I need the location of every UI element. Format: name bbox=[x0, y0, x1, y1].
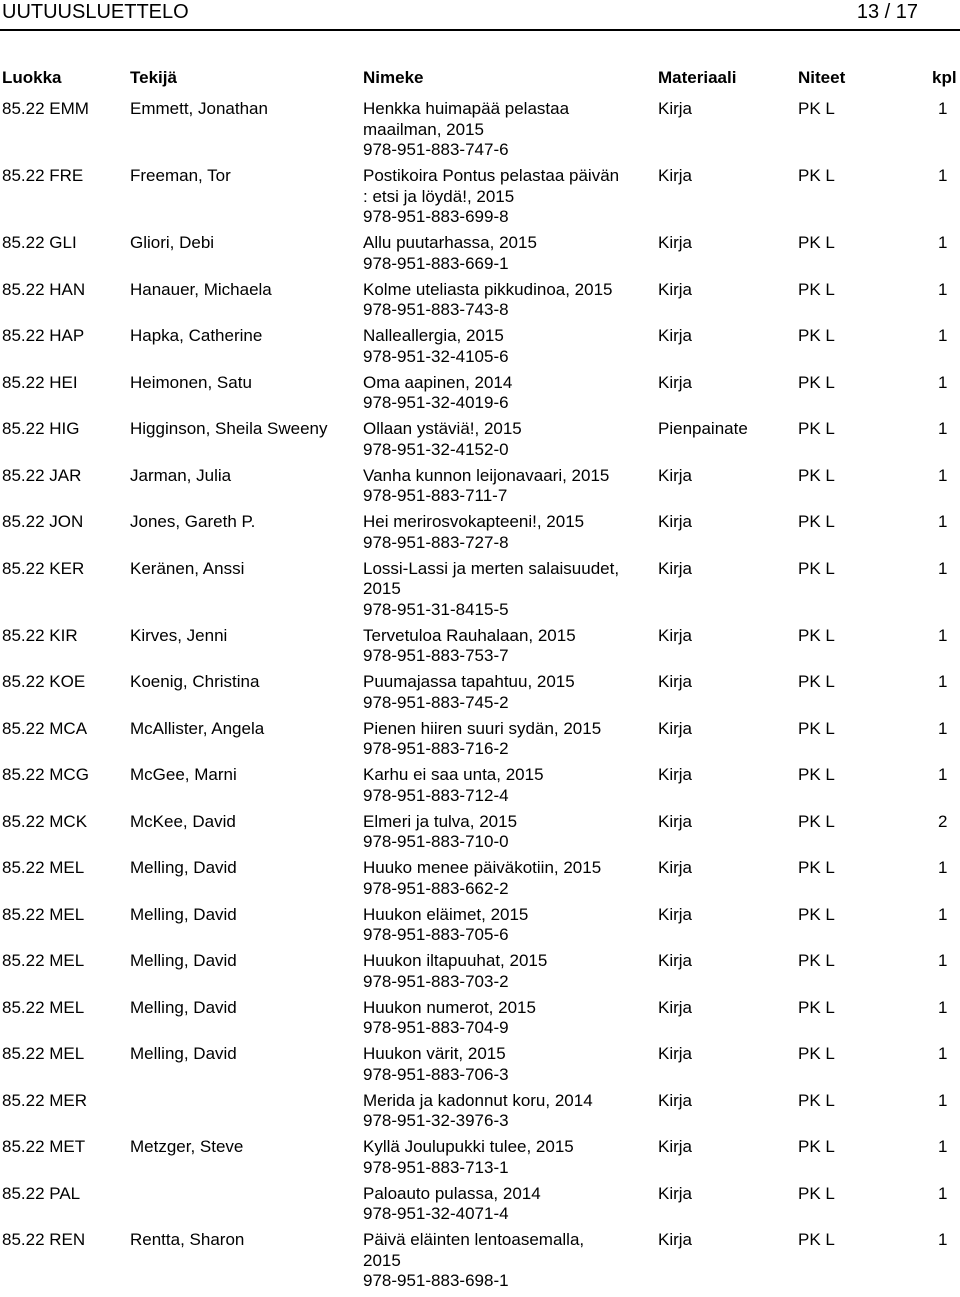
isbn: 978-951-883-745-2 bbox=[363, 692, 509, 712]
class-code: 85.22 KOE bbox=[2, 672, 86, 691]
isbn: 978-951-883-706-3 bbox=[363, 1064, 509, 1084]
copy-count: 1 bbox=[938, 326, 948, 345]
table-row bbox=[0, 765, 960, 812]
title-block bbox=[363, 672, 653, 713]
copy-count: 1 bbox=[938, 1183, 948, 1203]
class-code: 85.22 HIG bbox=[2, 419, 80, 438]
holdings: PK L bbox=[798, 904, 835, 924]
material: Kirja bbox=[658, 279, 693, 299]
isbn: 978-951-883-703-2 bbox=[363, 971, 509, 991]
holdings: PK L bbox=[798, 718, 835, 738]
material: Kirja bbox=[658, 625, 693, 645]
title-line: Elmeri ja tulva, 2015 bbox=[363, 811, 518, 831]
author: Hapka, Catherine bbox=[130, 326, 263, 345]
title-line: Paloauto pulassa, 2014 bbox=[363, 1183, 541, 1203]
header-divider bbox=[0, 29, 960, 31]
title-line: Lossi-Lassi ja merten salaisuudet, bbox=[363, 558, 620, 578]
isbn: 978-951-883-712-4 bbox=[363, 785, 509, 805]
holdings: PK L bbox=[798, 233, 835, 252]
title-block bbox=[363, 99, 653, 161]
holdings: PK L bbox=[798, 811, 835, 831]
copy-count: 1 bbox=[938, 1044, 948, 1063]
table-row bbox=[0, 858, 960, 905]
column-header-luokka: Luokka bbox=[2, 68, 62, 87]
isbn: 978-951-883-704-9 bbox=[363, 1018, 509, 1037]
table-row bbox=[0, 1091, 960, 1138]
title-line: 2015 bbox=[363, 579, 401, 598]
table-row bbox=[0, 951, 960, 998]
copy-count: 1 bbox=[938, 997, 948, 1017]
title-block bbox=[363, 280, 653, 321]
author: Gliori, Debi bbox=[130, 233, 215, 252]
material: Kirja bbox=[658, 718, 693, 738]
copy-count: 1 bbox=[938, 419, 948, 438]
material: Kirja bbox=[658, 1137, 693, 1156]
class-code: 85.22 PAL bbox=[2, 1183, 81, 1203]
holdings: PK L bbox=[798, 951, 835, 970]
title-block bbox=[363, 466, 653, 507]
table-row bbox=[0, 419, 960, 466]
title-block bbox=[363, 233, 653, 274]
holdings: PK L bbox=[798, 1230, 835, 1249]
isbn: 978-951-883-711-7 bbox=[363, 486, 508, 505]
author: McGee, Marni bbox=[130, 765, 237, 784]
title-block bbox=[363, 559, 653, 621]
holdings: PK L bbox=[798, 625, 835, 645]
author: Hanauer, Michaela bbox=[130, 279, 272, 299]
class-code: 85.22 MEL bbox=[2, 904, 85, 924]
class-code: 85.22 MET bbox=[2, 1137, 86, 1156]
holdings: PK L bbox=[798, 512, 835, 531]
author: Kirves, Jenni bbox=[130, 625, 228, 645]
holdings: PK L bbox=[798, 558, 835, 578]
class-code: 85.22 KIR bbox=[2, 625, 78, 645]
material: Kirja bbox=[658, 372, 693, 392]
isbn: 978-951-883-705-6 bbox=[363, 925, 509, 944]
material: Kirja bbox=[658, 558, 693, 578]
title-line: Tervetuloa Rauhalaan, 2015 bbox=[363, 625, 576, 645]
page-title: UUTUUSLUETTELO bbox=[2, 1, 189, 23]
title-line: Oma aapinen, 2014 bbox=[363, 372, 513, 392]
table-row bbox=[0, 233, 960, 280]
table-row bbox=[0, 1137, 960, 1184]
material: Kirja bbox=[658, 951, 693, 970]
class-code: 85.22 REN bbox=[2, 1230, 86, 1249]
table-row bbox=[0, 1184, 960, 1231]
column-header-niteet: Niteet bbox=[798, 68, 846, 87]
title-block bbox=[363, 373, 653, 414]
holdings: PK L bbox=[798, 465, 835, 485]
isbn: 978-951-883-747-6 bbox=[363, 140, 509, 159]
title-block bbox=[363, 1184, 653, 1225]
holdings: PK L bbox=[798, 1183, 835, 1203]
title-block bbox=[363, 1091, 653, 1132]
material: Kirja bbox=[658, 1230, 693, 1249]
title-block bbox=[363, 951, 653, 992]
class-code: 85.22 FRE bbox=[2, 166, 84, 185]
title-block bbox=[363, 998, 653, 1039]
class-code: 85.22 KER bbox=[2, 558, 85, 578]
class-code: 85.22 MER bbox=[2, 1090, 88, 1110]
title-line: Hei merirosvokapteeni!, 2015 bbox=[363, 512, 585, 531]
title-line: : etsi ja löydä!, 2015 bbox=[363, 186, 515, 206]
title-line: Vanha kunnon leijonavaari, 2015 bbox=[363, 465, 610, 485]
isbn: 978-951-31-8415-5 bbox=[363, 599, 509, 619]
class-code: 85.22 MEL bbox=[2, 1044, 85, 1063]
title-line: maailman, 2015 bbox=[363, 119, 484, 139]
class-code: 85.22 HAN bbox=[2, 279, 86, 299]
class-code: 85.22 JAR bbox=[2, 465, 82, 485]
author: Melling, David bbox=[130, 904, 237, 924]
copy-count: 1 bbox=[938, 166, 948, 185]
title-line: Huukon iltapuuhat, 2015 bbox=[363, 951, 548, 970]
holdings: PK L bbox=[798, 1090, 835, 1110]
isbn: 978-951-32-4019-6 bbox=[363, 393, 509, 412]
table-row bbox=[0, 280, 960, 327]
title-line: Karhu ei saa unta, 2015 bbox=[363, 765, 544, 784]
title-block bbox=[363, 765, 653, 806]
author: Metzger, Steve bbox=[130, 1137, 244, 1156]
title-line: Nalleallergia, 2015 bbox=[363, 326, 504, 345]
author: Melling, David bbox=[130, 997, 237, 1017]
holdings: PK L bbox=[798, 672, 835, 691]
material: Kirja bbox=[658, 326, 693, 345]
author: Freeman, Tor bbox=[130, 166, 231, 185]
author: McAllister, Angela bbox=[130, 718, 265, 738]
table-row bbox=[0, 905, 960, 952]
table-row bbox=[0, 1230, 960, 1297]
title-line: Kolme uteliasta pikkudinoa, 2015 bbox=[363, 279, 613, 299]
copy-count: 1 bbox=[938, 372, 948, 392]
column-header-materiaali: Materiaali bbox=[658, 68, 737, 87]
table-row bbox=[0, 99, 960, 166]
copy-count: 1 bbox=[938, 512, 948, 531]
isbn: 978-951-883-716-2 bbox=[363, 739, 509, 758]
holdings: PK L bbox=[798, 997, 835, 1017]
copy-count: 1 bbox=[938, 672, 948, 691]
copy-count: 1 bbox=[938, 951, 948, 970]
holdings: PK L bbox=[798, 99, 835, 118]
class-code: 85.22 MEL bbox=[2, 997, 85, 1017]
title-line: Henkka huimapää pelastaa bbox=[363, 99, 570, 118]
title-block bbox=[363, 512, 653, 553]
isbn: 978-951-883-662-2 bbox=[363, 878, 509, 898]
copy-count: 1 bbox=[938, 1230, 948, 1249]
title-line: Päivä eläinten lentoasemalla, bbox=[363, 1230, 585, 1249]
copy-count: 1 bbox=[938, 858, 948, 877]
material: Kirja bbox=[658, 99, 693, 118]
author: Higginson, Sheila Sweeny bbox=[130, 419, 328, 438]
title-line: Huukon eläimet, 2015 bbox=[363, 904, 529, 924]
class-code: 85.22 HAP bbox=[2, 326, 85, 345]
material: Kirja bbox=[658, 858, 693, 877]
author: Rentta, Sharon bbox=[130, 1230, 245, 1249]
class-code: 85.22 EMM bbox=[2, 99, 89, 118]
title-line: Pienen hiiren suuri sydän, 2015 bbox=[363, 718, 602, 738]
title-line: Puumajassa tapahtuu, 2015 bbox=[363, 672, 575, 691]
class-code: 85.22 MEL bbox=[2, 858, 85, 877]
author: Melling, David bbox=[130, 951, 237, 970]
material: Kirja bbox=[658, 1090, 693, 1110]
title-block bbox=[363, 812, 653, 853]
class-code: 85.22 HEI bbox=[2, 372, 78, 392]
title-block bbox=[363, 905, 653, 946]
copy-count: 1 bbox=[938, 1137, 948, 1156]
author: Melling, David bbox=[130, 1044, 237, 1063]
title-line: Ollaan ystäviä!, 2015 bbox=[363, 419, 522, 438]
copy-count: 1 bbox=[938, 1090, 948, 1110]
isbn: 978-951-883-669-1 bbox=[363, 253, 509, 273]
title-line: Merida ja kadonnut koru, 2014 bbox=[363, 1090, 593, 1110]
isbn: 978-951-883-710-0 bbox=[363, 832, 509, 851]
title-line: Huukon numerot, 2015 bbox=[363, 997, 536, 1017]
holdings: PK L bbox=[798, 858, 835, 877]
copy-count: 1 bbox=[938, 99, 948, 118]
isbn: 978-951-32-4152-0 bbox=[363, 439, 509, 459]
material: Kirja bbox=[658, 997, 693, 1017]
table-row bbox=[0, 1044, 960, 1091]
title-block bbox=[363, 1044, 653, 1085]
title-line: Allu puutarhassa, 2015 bbox=[363, 233, 537, 252]
material: Kirja bbox=[658, 811, 693, 831]
holdings: PK L bbox=[798, 419, 835, 438]
holdings: PK L bbox=[798, 1137, 835, 1156]
class-code: 85.22 GLI bbox=[2, 233, 77, 252]
catalog-list bbox=[0, 99, 960, 1297]
isbn: 978-951-32-3976-3 bbox=[363, 1111, 509, 1130]
title-block bbox=[363, 1137, 653, 1178]
holdings: PK L bbox=[798, 166, 835, 185]
copy-count: 1 bbox=[938, 279, 948, 299]
material: Kirja bbox=[658, 672, 693, 691]
title-block bbox=[363, 626, 653, 667]
column-header-tekija: Tekijä bbox=[130, 68, 177, 87]
holdings: PK L bbox=[798, 326, 835, 345]
title-block bbox=[363, 1230, 653, 1292]
isbn: 978-951-32-4071-4 bbox=[363, 1204, 509, 1223]
table-row bbox=[0, 512, 960, 559]
title-line: Postikoira Pontus pelastaa päivän bbox=[363, 166, 620, 185]
isbn: 978-951-883-698-1 bbox=[363, 1271, 509, 1290]
author: McKee, David bbox=[130, 811, 236, 831]
title-block bbox=[363, 719, 653, 760]
material: Kirja bbox=[658, 765, 693, 784]
copy-count: 1 bbox=[938, 233, 948, 252]
title-line: Kyllä Joulupukki tulee, 2015 bbox=[363, 1137, 574, 1156]
isbn: 978-951-883-727-8 bbox=[363, 532, 509, 552]
title-block bbox=[363, 858, 653, 899]
class-code: 85.22 MCA bbox=[2, 718, 88, 738]
table-row bbox=[0, 812, 960, 859]
material: Kirja bbox=[658, 904, 693, 924]
column-header-kpl: kpl bbox=[932, 68, 957, 87]
author: Jones, Gareth P. bbox=[130, 512, 256, 531]
author: Melling, David bbox=[130, 858, 237, 877]
author: Emmett, Jonathan bbox=[130, 99, 268, 118]
isbn: 978-951-883-699-8 bbox=[363, 207, 509, 226]
table-row bbox=[0, 326, 960, 373]
table-row bbox=[0, 466, 960, 513]
column-header-nimeke: Nimeke bbox=[363, 68, 424, 87]
isbn: 978-951-32-4105-6 bbox=[363, 346, 509, 366]
copy-count: 1 bbox=[938, 765, 948, 784]
copy-count: 1 bbox=[938, 904, 948, 924]
copy-count: 1 bbox=[938, 625, 948, 645]
material: Kirja bbox=[658, 465, 693, 485]
material: Pienpainate bbox=[658, 419, 748, 438]
author: Koenig, Christina bbox=[130, 672, 260, 691]
class-code: 85.22 MEL bbox=[2, 951, 85, 970]
copy-count: 1 bbox=[938, 558, 948, 578]
isbn: 978-951-883-753-7 bbox=[363, 646, 509, 665]
copy-count: 1 bbox=[938, 718, 948, 738]
title-line: Huukon värit, 2015 bbox=[363, 1044, 506, 1063]
author: Heimonen, Satu bbox=[130, 372, 252, 392]
title-block bbox=[363, 419, 653, 460]
table-row bbox=[0, 672, 960, 719]
table-row bbox=[0, 559, 960, 626]
holdings: PK L bbox=[798, 372, 835, 392]
title-line: Huuko menee päiväkotiin, 2015 bbox=[363, 858, 602, 877]
material: Kirja bbox=[658, 233, 693, 252]
author: Keränen, Anssi bbox=[130, 558, 245, 578]
copy-count: 1 bbox=[938, 465, 948, 485]
author: Jarman, Julia bbox=[130, 465, 232, 485]
table-row bbox=[0, 998, 960, 1045]
copy-count: 2 bbox=[938, 811, 948, 831]
page-number: 13 / 17 bbox=[856, 1, 918, 23]
isbn: 978-951-883-743-8 bbox=[363, 300, 509, 319]
material: Kirja bbox=[658, 1044, 693, 1063]
table-row bbox=[0, 373, 960, 420]
title-line: 2015 bbox=[363, 1250, 401, 1270]
table-row bbox=[0, 719, 960, 766]
class-code: 85.22 MCG bbox=[2, 765, 89, 784]
title-block bbox=[363, 326, 653, 367]
holdings: PK L bbox=[798, 279, 835, 299]
isbn: 978-951-883-713-1 bbox=[363, 1157, 509, 1177]
holdings: PK L bbox=[798, 1044, 835, 1063]
holdings: PK L bbox=[798, 765, 835, 784]
material: Kirja bbox=[658, 166, 693, 185]
class-code: 85.22 JON bbox=[2, 512, 84, 531]
table-row bbox=[0, 166, 960, 233]
material: Kirja bbox=[658, 512, 693, 531]
title-block bbox=[363, 166, 653, 228]
class-code: 85.22 MCK bbox=[2, 811, 88, 831]
table-row bbox=[0, 626, 960, 673]
material: Kirja bbox=[658, 1183, 693, 1203]
